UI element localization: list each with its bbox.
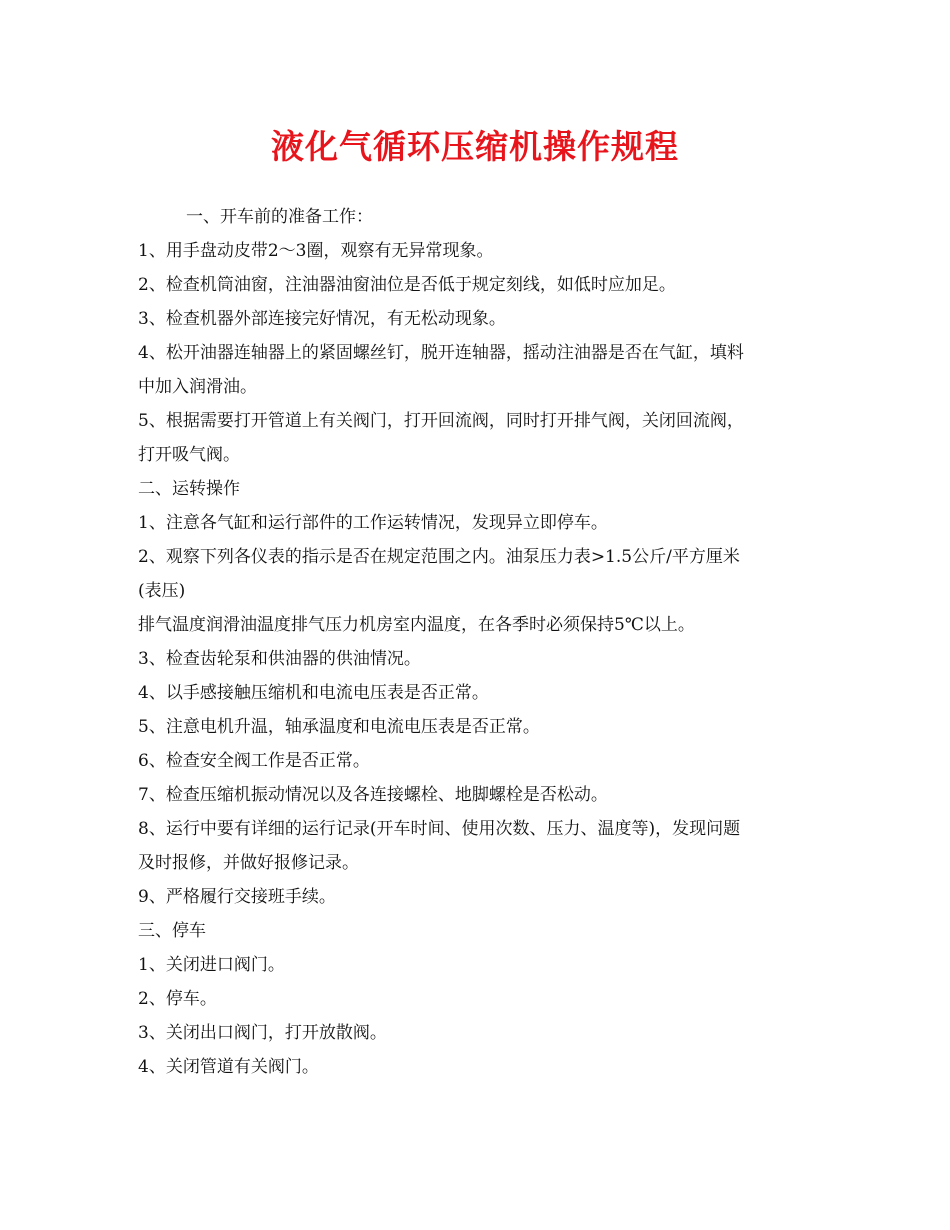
section-heading-shutdown: 三、停车 [138,921,206,941]
document-title: 液化气循环压缩机操作规程 [271,127,679,166]
document-body [138,200,818,1084]
paragraph-line: 6、检查安全阀工作是否正常。 [138,751,370,771]
paragraph-line: 2、检查机筒油窗，注油器油窗油位是否低于规定刻线，如低时应加足。 [138,275,676,295]
paragraph-line: 1、关闭进口阀门。 [138,955,285,975]
paragraph-line: 2、观察下列各仪表的指示是否在规定范围之内。油泵压力表>1.5公斤/平方厘米 [138,547,740,567]
paragraph-line: (表压) [138,581,186,601]
paragraph-line: 排气温度润滑油温度排气压力机房室内温度，在各季时必须保持5℃以上。 [138,615,695,635]
paragraph-line: 中加入润滑油。 [138,377,257,397]
paragraph-line: 2、停车。 [138,989,217,1009]
paragraph-line: 4、以手感接触压缩机和电流电压表是否正常。 [138,683,489,703]
paragraph-line: 1、注意各气缸和运行部件的工作运转情况，发现异立即停车。 [138,513,608,533]
paragraph-line: 4、关闭管道有关阀门。 [138,1057,319,1077]
paragraph-line: 3、检查机器外部连接完好情况，有无松动现象。 [138,309,506,329]
section-heading-prestart: 一、开车前的准备工作： [186,207,373,227]
paragraph-line: 9、严格履行交接班手续。 [138,887,336,907]
paragraph-line: 5、注意电机升温，轴承温度和电流电压表是否正常。 [138,717,540,737]
paragraph-line: 3、检查齿轮泵和供油器的供油情况。 [138,649,421,669]
paragraph-line: 打开吸气阀。 [138,445,240,465]
paragraph-line: 4、松开油器连轴器上的紧固螺丝钉，脱开连轴器，摇动注油器是否在气缸，填料 [138,343,744,363]
section-heading-operation: 二、运转操作 [138,479,240,499]
paragraph-line: 3、关闭出口阀门，打开放散阀。 [138,1023,387,1043]
paragraph-line: 1、用手盘动皮带2～3圈，观察有无异常现象。 [138,241,494,261]
paragraph-line: 8、运行中要有详细的运行记录(开车时间、使用次数、压力、温度等)，发现问题 [138,819,741,839]
paragraph-line: 5、根据需要打开管道上有关阀门，打开回流阀，同时打开排气阀，关闭回流阀， [138,411,744,431]
paragraph-line: 7、检查压缩机振动情况以及各连接螺栓、地脚螺栓是否松动。 [138,785,608,805]
paragraph-line: 及时报修，并做好报修记录。 [138,853,359,873]
